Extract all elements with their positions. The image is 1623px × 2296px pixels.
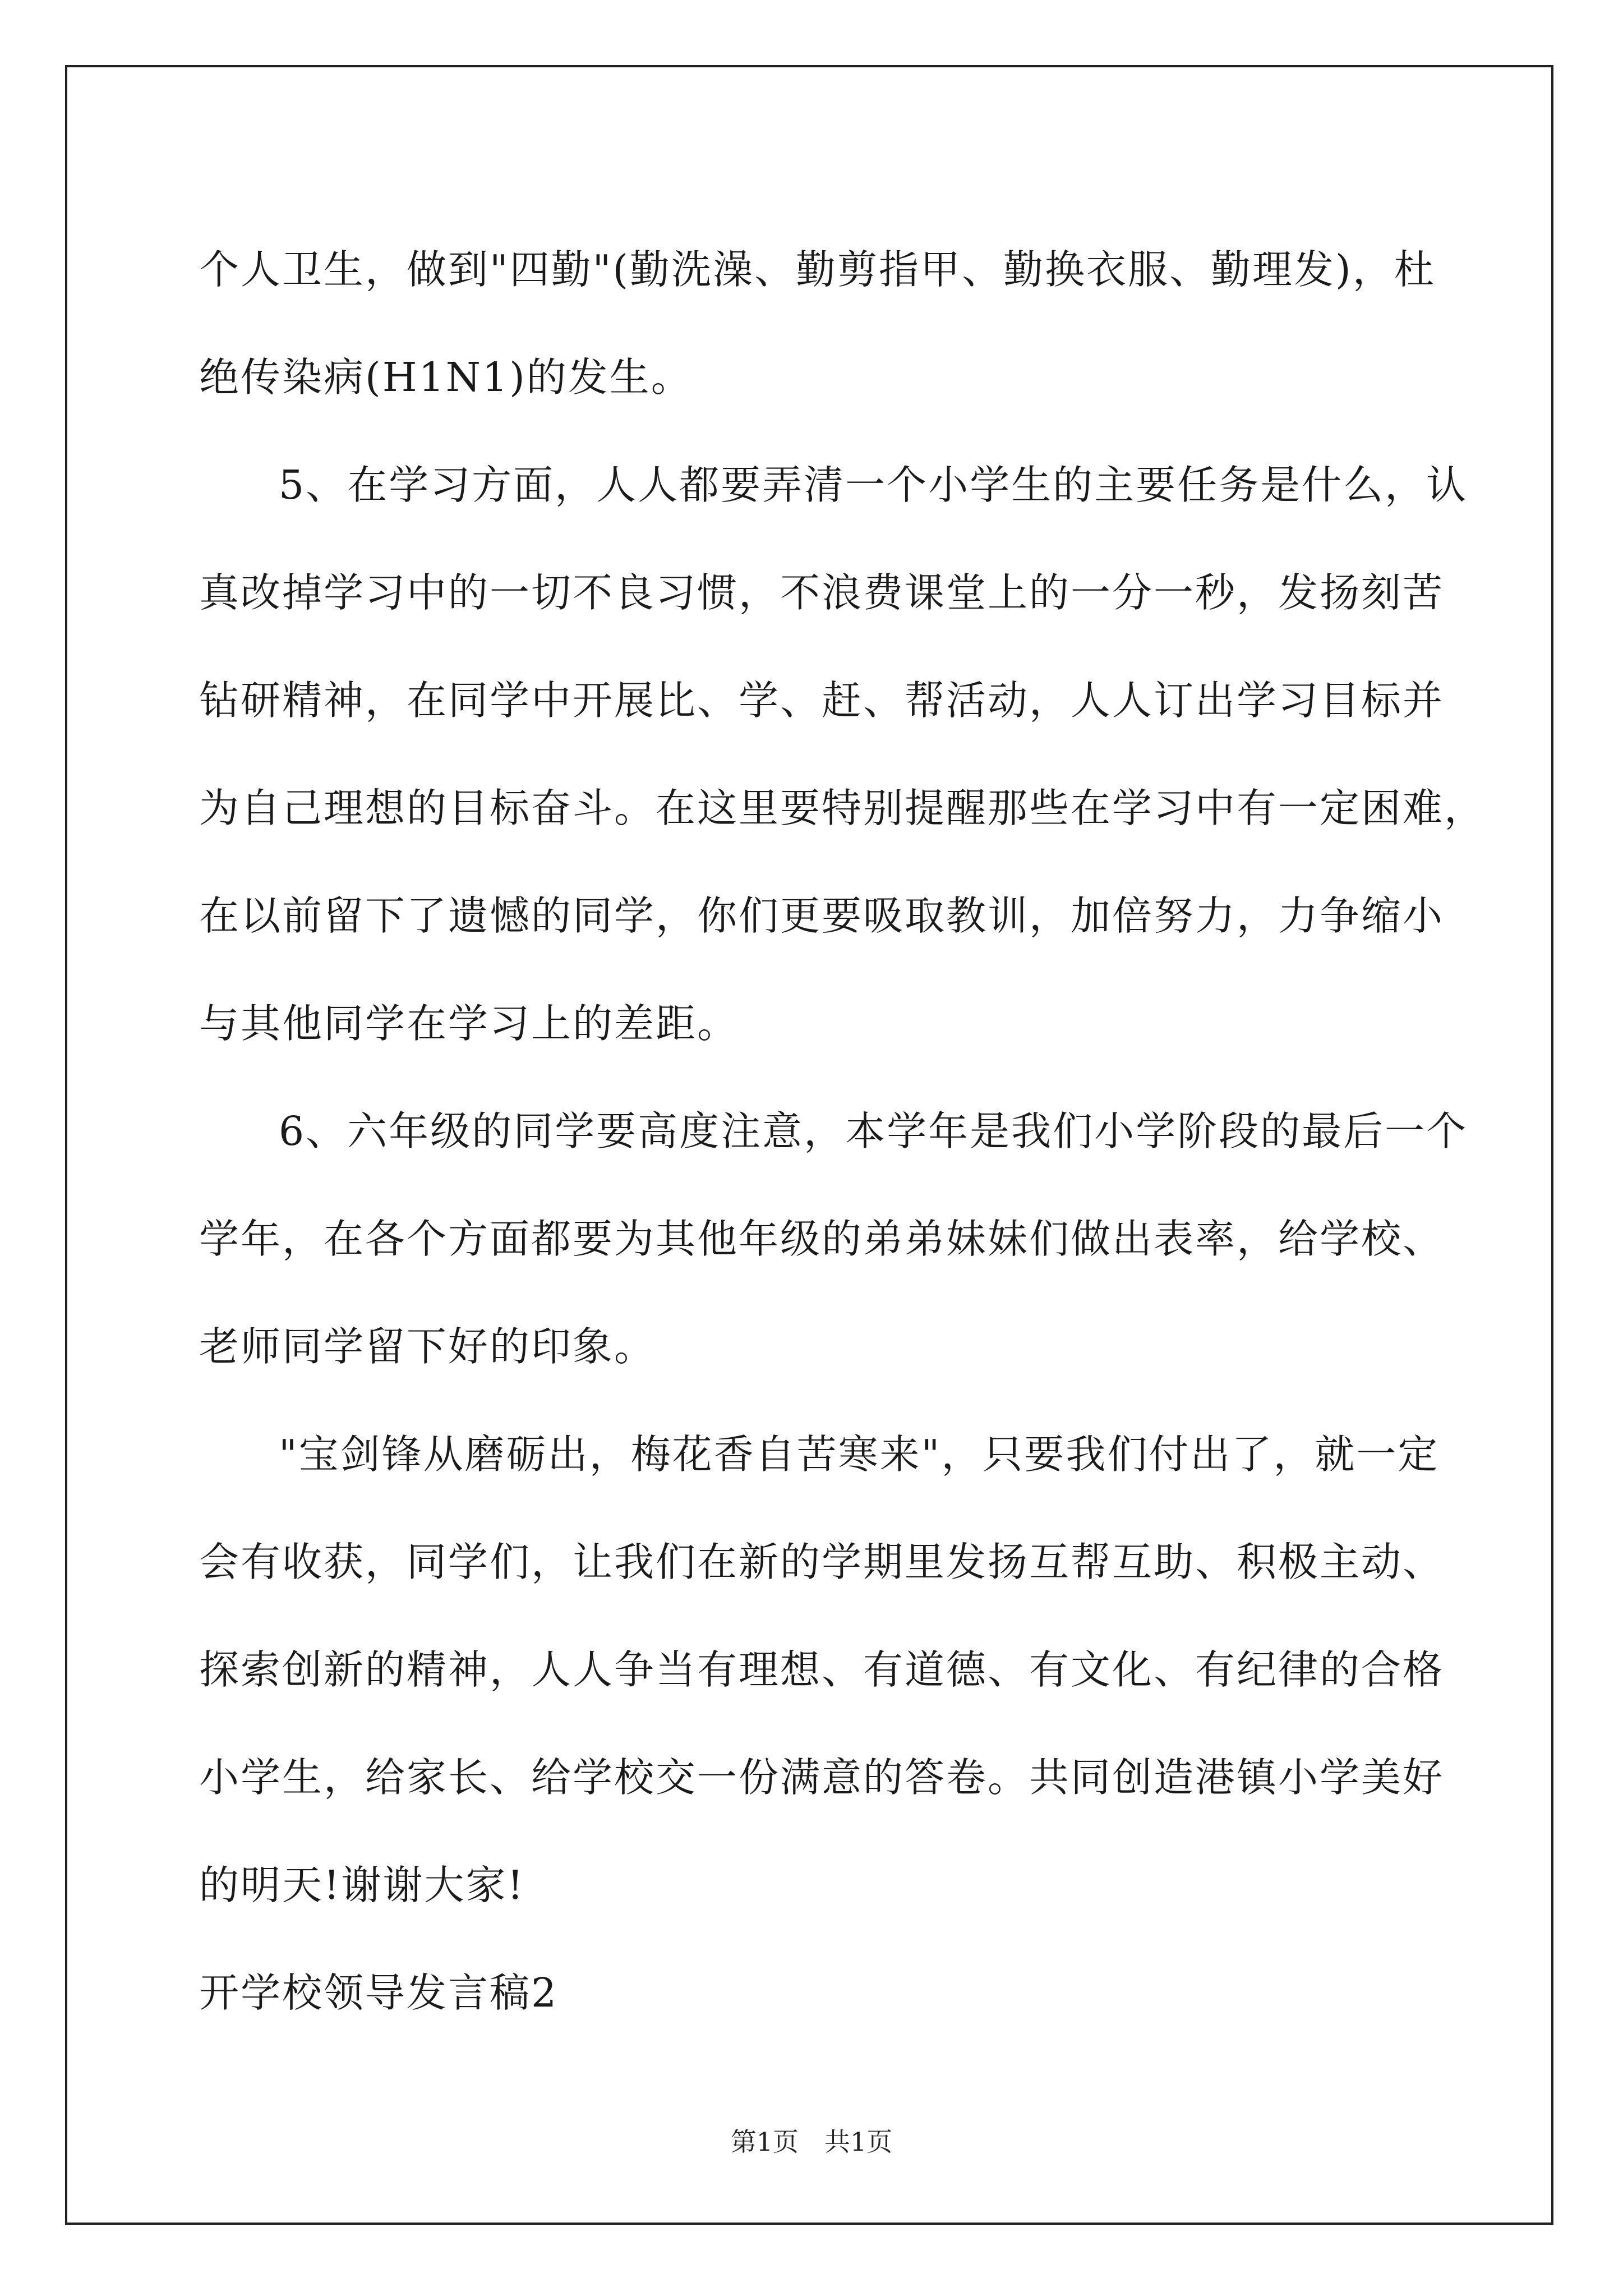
body-line-13: 会有收获，同学们，让我们在新的学期里发扬互帮互助、积极主动、	[199, 1539, 1445, 1585]
body-line-2: 绝传染病(H1N1)的发生。	[199, 354, 693, 401]
body-line-1: 个人卫生，做到"四勤"(勤洗澡、勤剪指甲、勤换衣服、勤理发)，杜	[199, 246, 1436, 293]
section-heading: 开学校领导发言稿2	[199, 1970, 559, 2016]
body-line-8: 与其他同学在学习上的差距。	[199, 1000, 739, 1047]
body-line-4: 真改掉学习中的一切不良习惯，不浪费课堂上的一分一秒，发扬刻苦	[199, 569, 1445, 616]
body-line-10: 学年，在各个方面都要为其他年级的弟弟妹妹们做出表率，给学校、	[199, 1216, 1445, 1262]
body-line-3: 5、在学习方面，人人都要弄清一个小学生的主要任务是什么，认	[279, 462, 1468, 508]
body-line-5: 钻研精神，在同学中开展比、学、赶、帮活动，人人订出学习目标并	[199, 677, 1445, 724]
body-line-12: "宝剑锋从磨砺出，梅花香自苦寒来"，只要我们付出了，就一定	[279, 1431, 1440, 1478]
body-line-15: 小学生，给家长、给学校交一份满意的答卷。共同创造港镇小学美好	[199, 1754, 1445, 1801]
body-line-7: 在以前留下了遗憾的同学，你们更要吸取教训，加倍努力，力争缩小	[199, 892, 1445, 939]
body-line-11: 老师同学留下好的印象。	[199, 1323, 656, 1370]
document-body	[199, 216, 1486, 2047]
body-line-14: 探索创新的精神，人人争当有理想、有道德、有文化、有纪律的合格	[199, 1646, 1445, 1693]
body-line-9: 6、六年级的同学要高度注意，本学年是我们小学阶段的最后一个	[279, 1108, 1468, 1154]
body-line-16: 的明天!谢谢大家!	[199, 1862, 525, 1908]
page-number-footer: 第1页 共1页	[730, 2127, 893, 2157]
body-line-6: 为自己理想的目标奋斗。在这里要特别提醒那些在学习中有一定困难，	[199, 785, 1486, 831]
